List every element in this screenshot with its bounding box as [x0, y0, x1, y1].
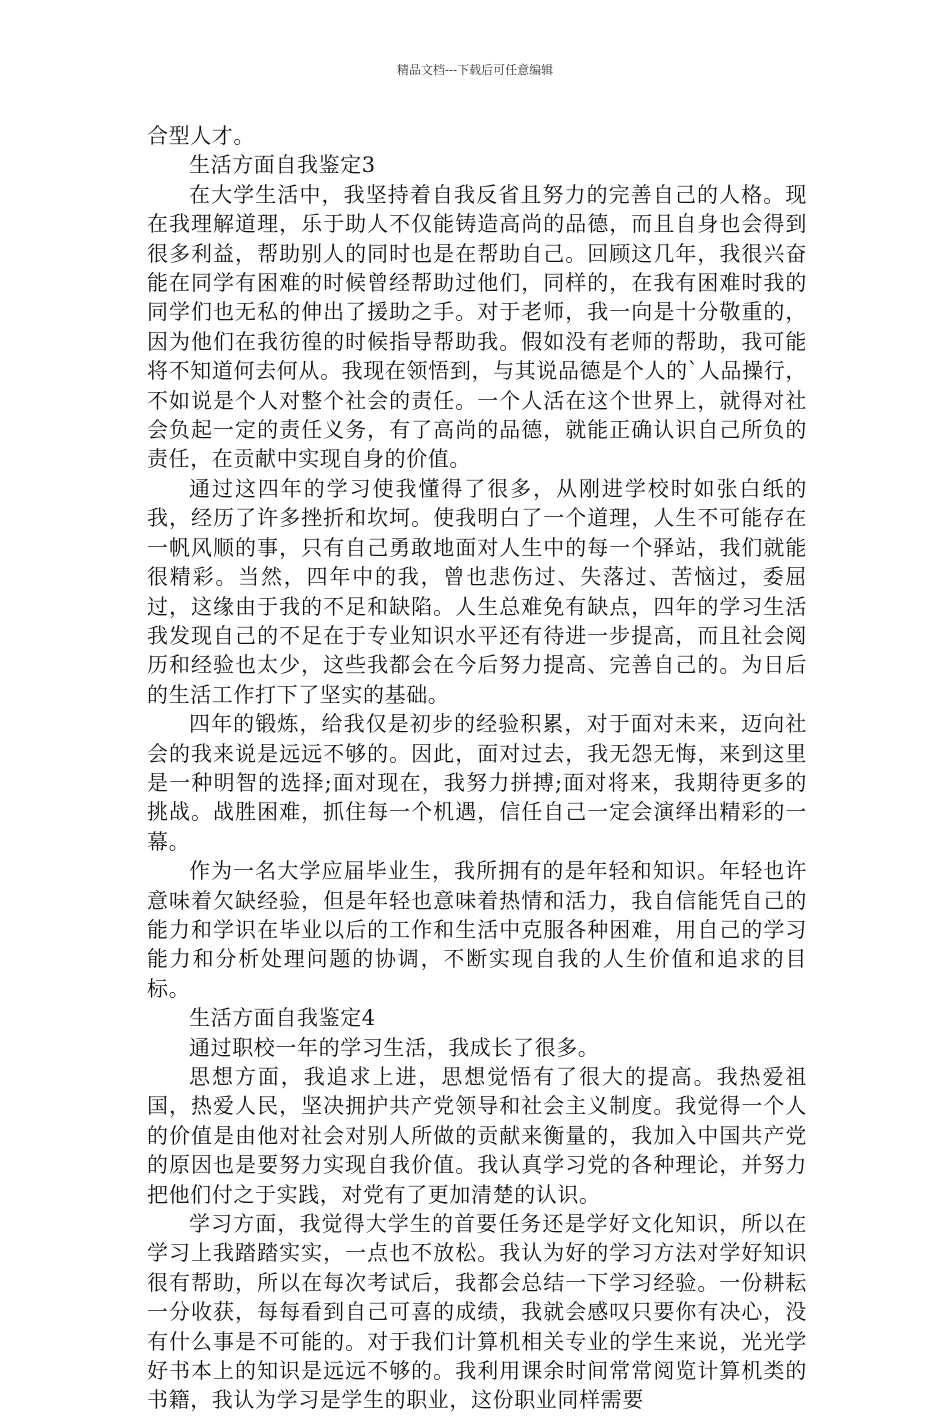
page-header: 精品文档---下载后可任意编辑	[396, 63, 554, 77]
paragraph: 四年的锻炼，给我仅是初步的经验积累，对于面对未来，迈向社会的我来说是远远不够的。因此，面对过去，我无怨无悔，来到这里是一种明智的选择;面对现在，我努力拼搏;面对将来，我期待更多的挑战。战胜困难，抓住每一个机遇，信任自己一定会演绎出精彩的一幕。	[147, 712, 807, 854]
paragraph: 思想方面，我追求上进，思想觉悟有了很大的提高。我热爱祖国，热爱人民，坚决拥护共产党领导和社会主义制度。我觉得一个人的价值是由他对社会对别人所做的贡献来衡量的，我加入中国共产党的原因也是要努力实现自我价值。我认真学习党的各种理论，并努力把他们付之于实践，对党有了更加清楚的认识。	[147, 1065, 807, 1207]
paragraph: 作为一名大学应届毕业生，我所拥有的是年轻和知识。年轻也许意味着欠缺经验，但是年轻也意味着热情和活力，我自信能凭自己的能力和学识在毕业以后的工作和生活中克服各种困难，用自己的学习能力和分析处理问题的协调，不断实现自我的人生价值和追求的目标。	[147, 859, 807, 1001]
paragraph: 在大学生活中，我坚持着自我反省且努力的完善自己的人格。现在我理解道理，乐于助人不仅能铸造高尚的品德，而且自身也会得到很多利益，帮助别人的同时也是在帮助自己。回顾这几年，我很兴奋能在同学有困难的时候曾经帮助过他们，同样的，在我有困难时我的同学们也无私的伸出了援助之手。对于老师，我一向是十分敬重的，因为他们在我彷徨的时候指导帮助我。假如没有老师的帮助，我可能将不知道何去何从。我现在领悟到，与其说品德是个人的`人品操行，不如说是个人对整个社会的责任。一个人活在这个世界上，就得对社会负起一定的责任义务，有了高尚的品德，就能正确认识自己所负的责任，在贡献中实现自身的价值。	[147, 182, 807, 472]
section-heading-3: 生活方面自我鉴定3	[189, 153, 376, 178]
paragraph: 学习方面，我觉得大学生的首要任务还是学好文化知识，所以在学习上我踏踏实实，一点也不放松。我认为好的学习方法对学好知识很有帮助，所以在每次考试后，我都会总结一下学习经验。一份耕耘一分收获，每每看到自己可喜的成绩，我就会感叹只要你有决心，没有什么事是不可能的。对于我们计算机相关专业的学生来说，光光学好书本上的知识是远远不够的。我利用课余时间常常阅览计算机类的书籍，我认为学习是学生的职业，这份职业同样需要	[147, 1212, 807, 1413]
paragraph: 通过职校一年的学习生活，我成长了很多。	[189, 1035, 600, 1060]
paragraph: 通过这四年的学习使我懂得了很多，从刚进学校时如张白纸的我，经历了许多挫折和坎坷。使我明白了一个道理，人生不可能存在一帆风顺的事，只有自己勇敢地面对人生中的每一个驿站，我们就能很精彩。当然，四年中的我，曾也悲伤过、失落过、苦恼过，委屈过，这缘由于我的不足和缺陷。人生总难免有缺点，四年的学习生活我发现自己的不足在于专业知识水平还有待进一步提高，而且社会阅历和经验也太少，这些我都会在今后努力提高、完善自己的。为日后的生活工作打下了坚实的基础。	[147, 476, 807, 707]
paragraph-continuation: 合型人才。	[147, 124, 255, 148]
section-heading-4: 生活方面自我鉴定4	[189, 1006, 376, 1031]
document-body	[147, 122, 807, 1416]
